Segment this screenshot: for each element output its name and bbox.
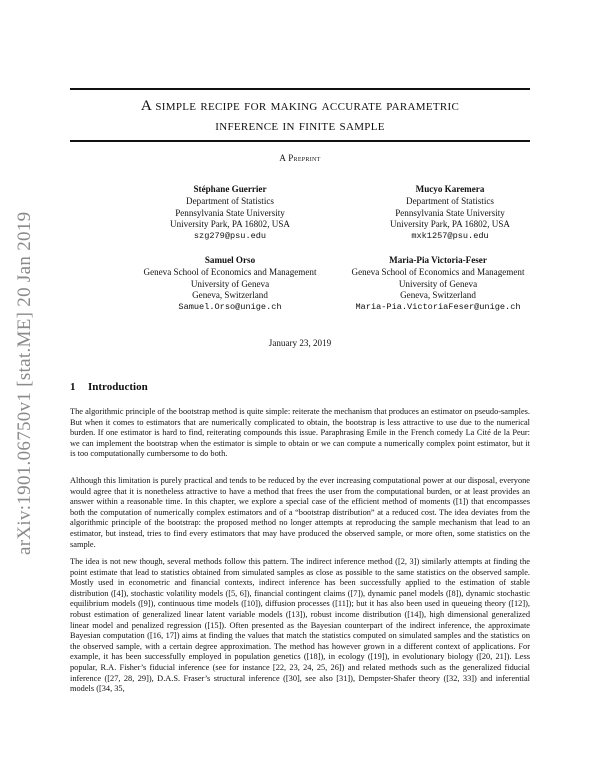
arxiv-identifier-stamp: arXiv:1901.06750v1 [stat.ME] 20 Jan 2019 [14, 211, 35, 555]
title-rule-top [70, 88, 530, 90]
section-heading [70, 381, 148, 393]
section-number: 1 [70, 381, 76, 393]
author-email[interactable]: mxk1257@psu.edu [411, 231, 489, 242]
author-name: Samuel Orso [204, 255, 256, 265]
section-title: Introduction [88, 381, 148, 393]
author-address: Geneva, Switzerland [192, 290, 268, 301]
paper-title [70, 96, 530, 136]
body-paragraph: The idea is not new though, several methods follow this pattern. The indirect inference method ([2, 3]) similarly attempts at finding the point estimate that lead to statistics obtained from simulated samples as close as possible to the same statistics on the observed sample. Mostly used in econometric and financial contexts, indirect inference has been successfully applied to the estimation of stable distribution ([4]), stochastic volatility models ([5, 6]), financial contingent claims ([7]), dynamic panel models ([8]), dynamic stochastic equilibrium models ([9]), continuous time models ([10]), diffusion processes ([11]); but it has also been used in queueing theory ([12]), robust estimation of generalized linear latent variable models ([13]), robust income distribution ([14]), high dimensional generalized linear model and penalized regression ([15]). Often presented as the Bayesian counterpart of the indirect inference, the approximate Bayesian computation ([16, 17]) aims at finding the values that match the statistics computed on simulated samples and the statistics on the observed sample, with a certain degree approximation. The method has however grown in a different context of applications. For example, it has been successfully employed in population genetics ([18]), in ecology ([19]), in evolutionary biology ([20, 21]). Less popular, R.A. Fisher’s fiducial inference (see for instance [22, 23, 24, 25, 26]) and related methods such as the generalized fiducial inference ([27, 28, 29]), D.A.S. Fraser’s structural inference ([30], see also [31]), Dempster-Shafer theory ([32, 33]) and inferential models ([34, 35, [70, 557, 530, 694]
author-name: Mucyo Karemera [415, 184, 485, 194]
body-paragraph: The algorithmic principle of the bootstrap method is quite simple: reiterate the mechanism that produces an estimator on pseudo-samples. But when it comes to estimators that are numerically complicated to obtain, the bootstrap is less attractive to use due to the numerical burden. If one estimator is hard to find, reiterating compounds this issue. Paraphrasing Emile in the French comedy La Cité de la Peur: we can implement the bootstrap when the estimator is simple to obtain or we can compute a numerically complex point estimator, but it is too computationally cumbersome to do both. [70, 407, 530, 459]
author-block [110, 184, 350, 243]
author-institution: University of Geneva [190, 278, 270, 289]
author-department: Geneva School of Economics and Management [143, 266, 317, 277]
author-department: Department of Statistics [186, 195, 274, 206]
body-paragraph: Although this limitation is purely practical and tends to be reduced by the ever increasing computational power at our disposal, everyone would agree that it is nonetheless attractive to have a method that frees the user from the computational burden, or at least provides an answer within a reasonable time. In this chapter, we explore a special case of the efficient method of moments ([1]) that encompasses both the computation of numerically complex estimators and of a “bootstrap distribution” at a reduced cost. The idea deviates from the algorithmic principle of the bootstrap: the proposed method no longer attempts at reproducing the sample mechanism that lead to an estimator, but instead, tries to find every estimators that may have produced the observed sample, or more often, some statistics on the sample. [70, 476, 530, 549]
author-department: Geneva School of Economics and Management [351, 266, 525, 277]
author-block [110, 255, 350, 314]
author-name: Stéphane Guerrier [193, 184, 267, 194]
author-address: Geneva, Switzerland [400, 290, 476, 301]
author-institution: Pennsylvania State University [175, 207, 285, 218]
author-block [330, 184, 570, 243]
author-institution: University of Geneva [398, 278, 478, 289]
preprint-label: A Preprint [279, 153, 321, 163]
author-email[interactable]: szg279@psu.edu [193, 231, 267, 242]
title-rule-bottom [70, 140, 530, 142]
author-email[interactable]: Samuel.Orso@unige.ch [178, 302, 282, 313]
author-address: University Park, PA 16802, USA [390, 219, 510, 230]
title-line-1: A simple recipe for making accurate parametric [140, 97, 460, 114]
author-email[interactable]: Maria-Pia.VictoriaFeser@unige.ch [355, 302, 521, 313]
author-institution: Pennsylvania State University [395, 207, 505, 218]
author-department: Department of Statistics [406, 195, 494, 206]
author-address: University Park, PA 16802, USA [170, 219, 290, 230]
publication-date: January 23, 2019 [268, 338, 332, 348]
title-line-2: inference in finite sample [215, 117, 385, 134]
author-block [318, 255, 558, 314]
author-name: Maria-Pia Victoria-Feser [389, 255, 487, 265]
